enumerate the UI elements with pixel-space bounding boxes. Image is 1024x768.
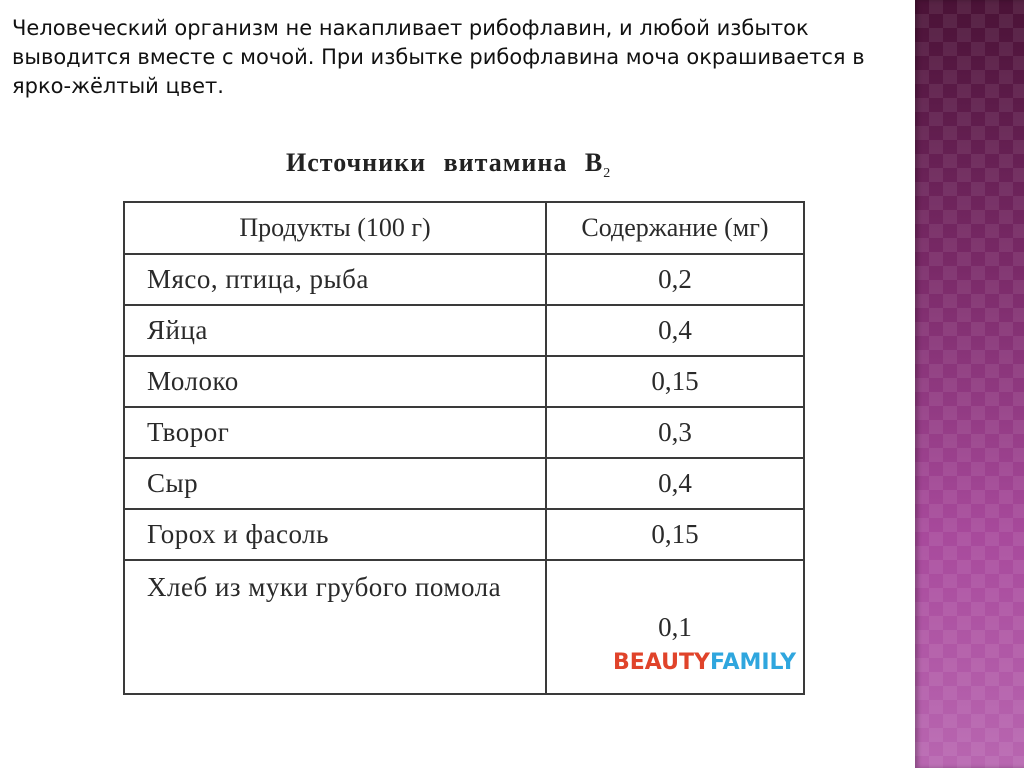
table-row — [124, 407, 804, 458]
product-cell: Молоко — [124, 356, 546, 407]
table-row — [124, 305, 804, 356]
table-header-row — [124, 202, 804, 254]
watermark-part-family: FAMILY — [709, 650, 797, 675]
beautyfamily-watermark-logo — [613, 650, 796, 675]
caption-word-vitamin: витамина — [443, 148, 568, 177]
decorative-side-band — [913, 0, 1024, 768]
table-caption — [286, 148, 611, 182]
product-cell: Горох и фасоль — [124, 509, 546, 560]
table-row — [124, 356, 804, 407]
caption-vitamin-letter: B — [584, 148, 604, 177]
amount-cell: 0,2 — [546, 254, 804, 305]
header-content: Содержание (мг) — [546, 202, 804, 254]
amount-cell: 0,4 — [546, 305, 804, 356]
vitamin-b2-sources-table — [123, 201, 805, 695]
caption-word-sources: Источники — [286, 148, 427, 177]
table-row — [124, 254, 804, 305]
table-row — [124, 509, 804, 560]
amount-cell: 0,15 — [546, 356, 804, 407]
caption-vitamin-subscript: 2 — [603, 166, 612, 182]
watermark-part-beauty: BEAUTY — [613, 650, 710, 675]
table-row — [124, 458, 804, 509]
amount-cell: 0,3 — [546, 407, 804, 458]
amount-cell: 0,4 — [546, 458, 804, 509]
product-cell: Хлеб из муки грубого помола — [124, 560, 546, 694]
product-cell: Яйца — [124, 305, 546, 356]
product-cell: Мясо, птица, рыба — [124, 254, 546, 305]
product-cell: Творог — [124, 407, 546, 458]
amount-cell: 0,15 — [546, 509, 804, 560]
product-cell: Сыр — [124, 458, 546, 509]
amount-cell: 0,1 — [546, 560, 804, 694]
header-products: Продукты (100 г) — [124, 202, 546, 254]
intro-paragraph: Человеческий организм не накапливает рибофлавин, и любой избыток выводится вместе с мочой. При избытке рибофлавина моча окрашивается в ярко-жёлтый цвет. — [12, 16, 865, 98]
